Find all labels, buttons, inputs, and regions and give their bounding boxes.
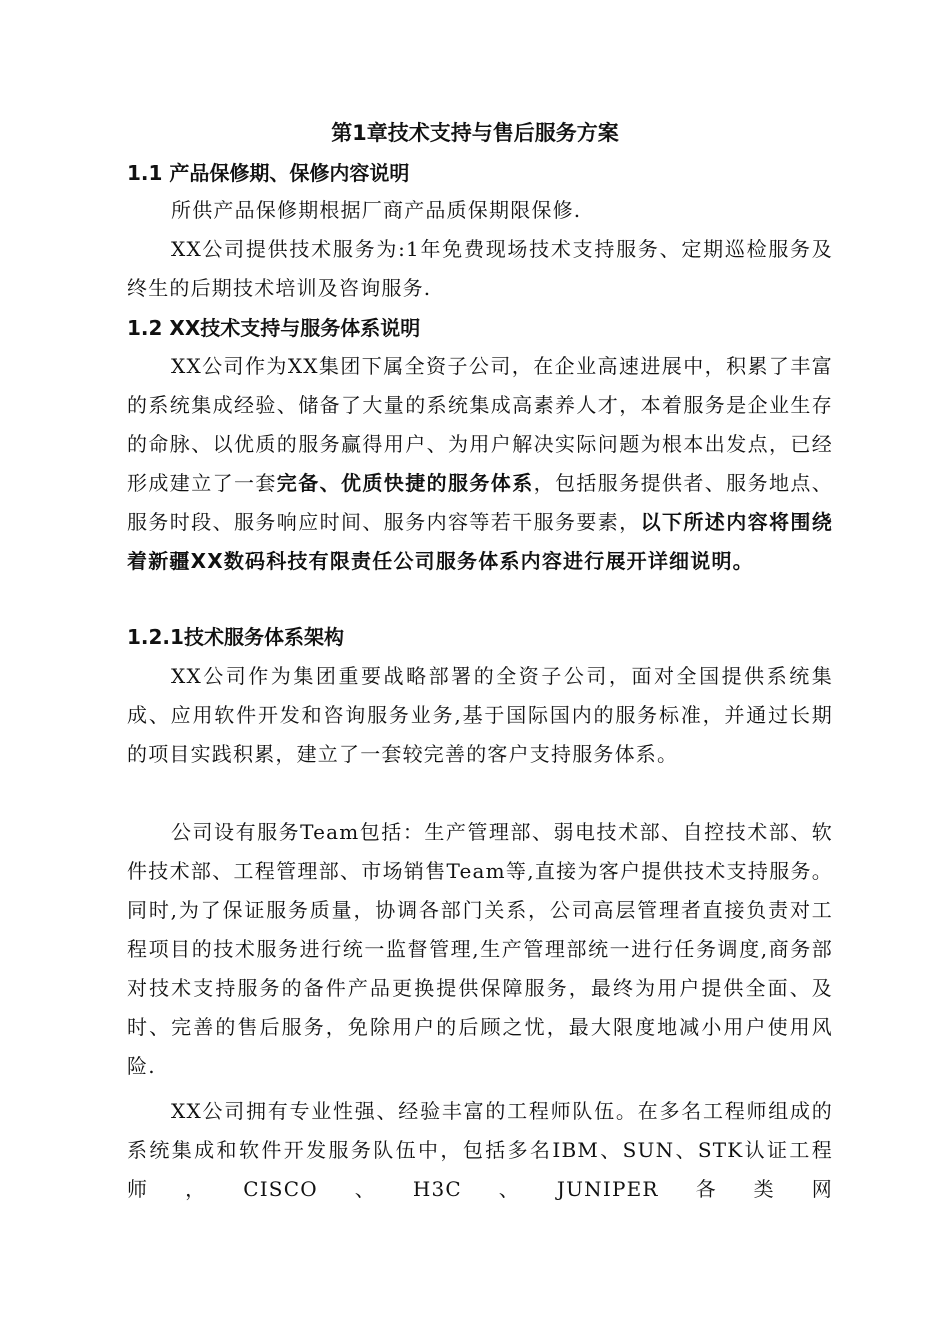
section-heading-1-1: 1.1 产品保修期、保修内容说明 [127, 161, 410, 185]
paragraph-engineer-team: XX公司拥有专业性强、经验丰富的工程师队伍。在多名工程师组成的系统集成和软件开发服务队伍中，包括多名IBM、SUN、STK认证工程师，CISCO、H3C、JUNIPER各类网 [127, 1099, 833, 1201]
paragraph-technical-services: XX公司提供技术服务为:1年免费现场技术支持服务、定期巡检服务及终生的后期技术培训及咨询服务. [127, 237, 833, 300]
chapter-title: 第1章技术支持与售后服务方案 [331, 121, 619, 145]
service-system-text-2: ，包括服务提供者、服务地点、服务时段、服务响应时间、服务内容等若干服务要素， [127, 471, 833, 534]
service-system-emphasis-2: 以下所述内容将围绕着新疆XX数码科技有限责任公司服务体系内容进行展开详细说明。 [127, 510, 833, 573]
section-heading-1-2: 1.2 XX技术支持与服务体系说明 [127, 316, 421, 340]
paragraph-architecture-intro: XX公司作为集团重要战略部署的全资子公司，面对全国提供系统集成、应用软件开发和咨询服务业务,基于国际国内的服务标准，并通过长期的项目实践积累，建立了一套较完善的客户支持服务体系。 [127, 664, 833, 766]
paragraph-service-system [127, 347, 833, 581]
paragraph-service-teams: 公司设有服务Team包括：生产管理部、弱电技术部、自控技术部、软件技术部、工程管理部、市场销售Team等,直接为客户提供技术支持服务。同时,为了保证服务质量，协调各部门关系，公司高层管理者直接负责对工程项目的技术服务进行统一监督管理,生产管理部统一进行任务调度,商务部对技术支持服务的备件产品更换提供保障服务，最终为用户提供全面、及时、完善的售后服务，免除用户的后顾之忧，最大限度地减小用户使用风险. [127, 820, 833, 1078]
service-system-text-1: XX公司作为XX集团下属全资子公司，在企业高速进展中，积累了丰富的系统集成经验、储备了大量的系统集成高素养人才，本着服务是企业生存的命脉、以优质的服务赢得用户、为用户解决实际问题为根本出发点，已经形成建立了一套 [127, 354, 833, 495]
service-system-emphasis-1: 完备、优质快捷的服务体系 [276, 471, 534, 495]
paragraph-warranty-period: 所供产品保修期根据厂商产品质保期限保修. [171, 198, 582, 222]
section-heading-1-2-1: 1.2.1技术服务体系架构 [127, 625, 344, 649]
